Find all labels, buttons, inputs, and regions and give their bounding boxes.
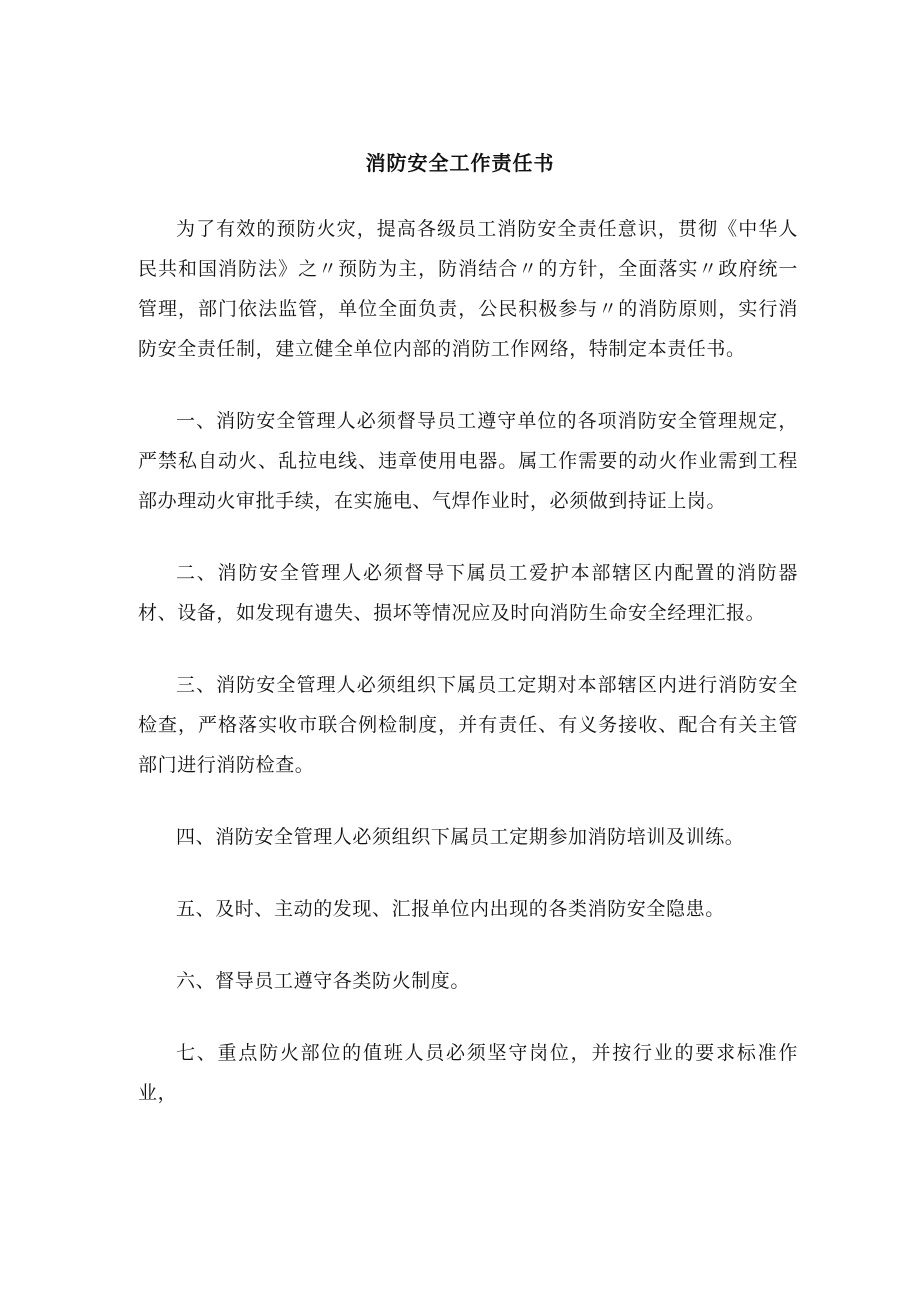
clause-4-paragraph: 四、消防安全管理人必须组织下属员工定期参加消防培训及训练。	[176, 826, 745, 848]
intro-paragraph: 为了有效的预防火灾，提高各级员工消防安全责任意识，贯彻《中华人民共和国消防法》之〃预防为主，防消结合〃的方针，全面落实〃政府统一管理，部门依法监管，单位全面负责，公民积极参与〃的消防原则，实行消防安全责任制，建立健全单位内部的消防工作网络，特制定本责任书。	[138, 218, 798, 360]
clause-1-paragraph: 一、消防安全管理人必须督导员工遵守单位的各项消防安全管理规定，严禁私自动火、乱拉电线、违章使用电器。属工作需要的动火作业需到工程部办理动火审批手续，在实施电、气焊作业时，必须做到持证上岗。	[138, 410, 798, 512]
clause-6-paragraph: 六、督导员工遵守各类防火制度。	[176, 970, 471, 992]
clause-2-paragraph: 二、消防安全管理人必须督导下属员工爱护本部辖区内配置的消防器材、设备，如发现有遗失、损坏等情况应及时向消防生命安全经理汇报。	[138, 562, 798, 624]
clause-3-paragraph: 三、消防安全管理人必须组织下属员工定期对本部辖区内进行消防安全检查，严格落实收市联合例检制度，并有责任、有义务接收、配合有关主管部门进行消防检查。	[138, 674, 798, 776]
clause-7-paragraph: 七、重点防火部位的值班人员必须坚守岗位，并按行业的要求标准作业，	[138, 1042, 798, 1104]
document-title: 消防安全工作责任书	[365, 151, 555, 175]
document-body	[138, 209, 798, 1113]
clause-5-paragraph: 五、及时、主动的发现、汇报单位内出现的各类消防安全隐患。	[176, 898, 725, 920]
